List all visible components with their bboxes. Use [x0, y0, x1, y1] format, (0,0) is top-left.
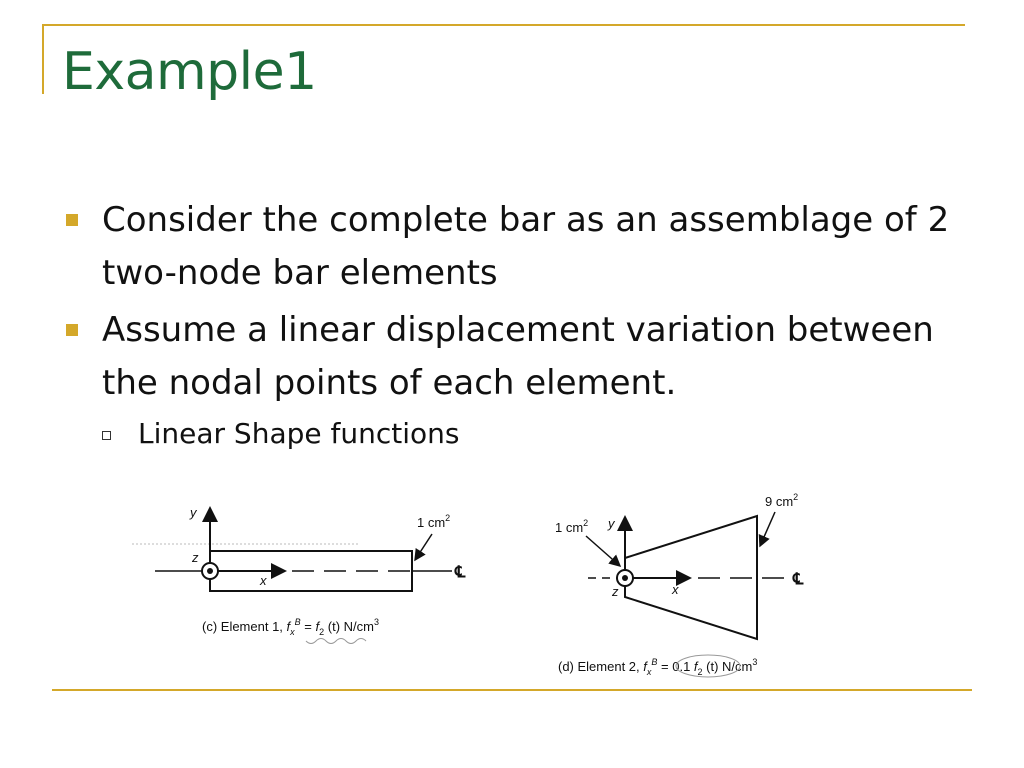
bullet-text: Assume a linear displacement variation between the nodal points of each element. [102, 310, 934, 403]
slide-title: Example1 [62, 42, 317, 102]
area-label: 1 $cm^2$ [417, 513, 451, 530]
origin-dot [622, 575, 628, 581]
centerline-symbol: ℄ [455, 564, 466, 581]
right-area-pointer-arrow [760, 512, 775, 546]
y-axis-label: y [190, 505, 197, 520]
right-area-label: 9 $cm^2$ [765, 492, 799, 509]
left-area-label: 1 $cm^2$ [555, 518, 589, 535]
figure-element-1 [132, 505, 466, 644]
area-pointer-arrow [415, 534, 432, 560]
sub-bullet-text: Linear Shape functions [138, 417, 460, 450]
x-axis-label: x [672, 582, 679, 597]
z-axis-label: z [192, 550, 199, 565]
bullet-text: Consider the complete bar as an assemblage of 2 two-node bar elements [102, 200, 950, 293]
y-axis-label: y [608, 516, 615, 531]
element-1-caption: (c) Element 1, $f_x^B = f_2$ (t) $N/cm^3$ [202, 617, 379, 637]
z-axis-label: z [612, 584, 619, 599]
left-area-pointer-arrow [586, 536, 620, 566]
element-2-caption: (d) Element 2, $f_x^B = 0.1$ $f_2$ (t) $N/cm^3$ [558, 657, 758, 677]
centerline-symbol: ℄ [793, 571, 804, 588]
figure-element-2 [555, 492, 804, 677]
handwritten-underline [306, 639, 366, 644]
origin-dot [207, 568, 213, 574]
x-axis-label: x [260, 573, 267, 588]
